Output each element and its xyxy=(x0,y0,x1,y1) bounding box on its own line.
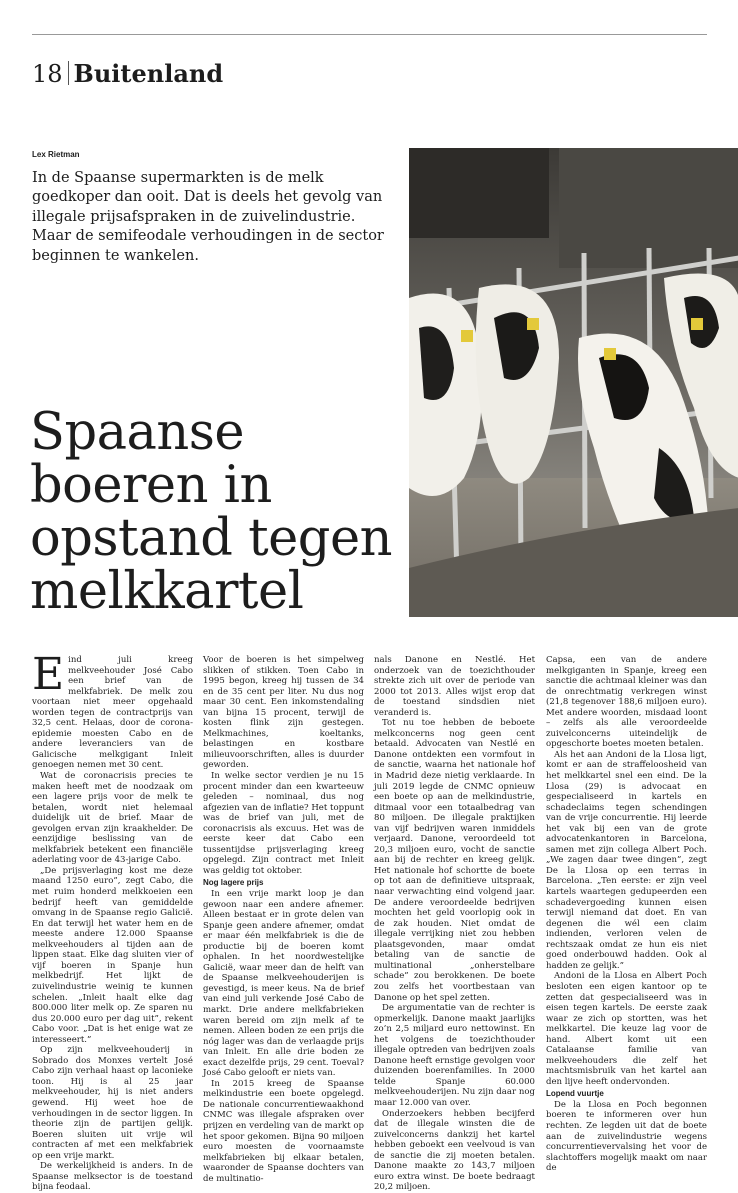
top-rule xyxy=(32,34,707,35)
paragraph: In 2015 kreeg de Spaanse melkindustrie een boete opgelegd. De nationale concurrentiewaakhond CNMC was illegale afspraken over prijzen en verdeling van de markt op het spoor gekomen. Bijna 90 miljoen euro moesten de voornaamste melkfabrieken bij elkaar betalen, waaronder de Spaanse dochters van de multinatio- xyxy=(203,1078,364,1184)
paragraph: Op zijn melkveehouderij in Sobrado dos Monxes vertelt José Cabo zijn verhaal haast op laconieke toon. Hij is al 25 jaar melkveehouder, hij is niet anders gewend. Hij weet hoe de verhoudingen in de sector liggen. In theorie zijn de partijen gelijk. Boeren sluiten uit vrije wil contracten af met een melkfabriek op een vrije markt. xyxy=(32,1045,193,1161)
paragraph: nals Danone en Nestlé. Het onderzoek van de toezichthouder strekte zich uit over de periode van 2000 tot 2013. Alles wijst erop dat de toestand sindsdien niet veranderd is. xyxy=(374,655,535,718)
paragraph: De argumentatie van de rechter is opmerkelijk. Danone maakt jaarlijks zo’n 2,5 miljard euro nettowinst. En het volgens de toezichthouder illegale optreden van bedrijven zoals Danone heeft ernstige gevolgen voor duizenden boerenfamilies. In 2000 telde Spanje 60.000 melkveehouderijen. Nu zijn daar nog maar 12.000 van over. xyxy=(374,1003,535,1108)
page-number: 18 xyxy=(32,60,63,88)
paragraph: De werkelijkheid is anders. In de Spaanse melksector is de toestand bijna feodaal. xyxy=(32,1161,193,1193)
paragraph: ind juli kreeg melkveehouder José Cabo een brief van de melkfabriek. De melk zou voortaan niet meer opgehaald worden tegen de contractprijs van 32,5 cent. Helaas, door de corona-epidemie moesten Cabo en de andere leveranciers van de Galicische melkgigant Inleit genoegen nemen met 30 cent. xyxy=(32,655,193,771)
paragraph: De la Llosa en Poch begonnen boeren te informeren over hun rechten. Ze legden uit dat de boete aan de zuivelindustrie wegens concurrentievervalsing het voor de slachtoffers mogelijk maakt om naar de xyxy=(546,1099,707,1174)
paragraph: Capsa, een van de andere melkgiganten in Spanje, kreeg een sanctie die achtmaal kleiner was dan de onrechtmatig verkregen winst (21,8 tegenover 188,6 miljoen euro). Met andere woorden, misdaad loont – zelfs als alle veroordeelde zuivelconcerns uiteindelijk de opgeschorte boetes moeten betalen. xyxy=(546,655,707,750)
article-column-1 xyxy=(32,649,193,1193)
paragraph: In welke sector verdien je nu 15 procent minder dan een kwarteeuw geleden – nominaal, dus nog afgezien van de inflatie? Het toppunt was de brief van juli, met de coronacrisis als excuus. Het was de eerste keer dat Cabo een tussentijdse prijsverlaging kreeg opgelegd. Zijn contract met Inleit was geldig tot oktober. xyxy=(203,771,364,876)
cows-photo xyxy=(409,148,738,617)
paragraph: Onderzoekers hebben becijferd dat de illegale winsten die de zuivelconcerns dankzij het kartel hebben geboekt een veelvoud is van de sanctie die zij moeten betalen. Danone maakte zo 143,7 miljoen euro extra winst. De boete bedraagt 20,2 miljoen. xyxy=(374,1108,535,1193)
headline-line: Spaanse xyxy=(30,403,245,462)
page-header xyxy=(32,58,223,90)
article-column-3 xyxy=(374,655,535,1193)
headline-line: opstand tegen xyxy=(30,509,392,568)
headline xyxy=(30,403,410,621)
headline-line: melkkartel xyxy=(30,562,304,621)
paragraph: In een vrije markt loop je dan gewoon naar een andere afnemer. Alleen bestaat er in grote delen van Spanje geen andere afnemer, omdat er maar één melkfabriek is die de productie bij de boeren komt ophalen. In het noordwestelijke Galicië, waar meer dan de helft van de Spaanse melkveehouderijen is gevestigd, is meer keus. Na de brief van eind juli verkende José Cabo de markt. Drie andere melkfabrieken waren bereid om zijn melk af te nemen. Alleen boden ze een prijs die nóg lager was dan de verlaagde prijs van Inleit. En alle drie boden ze exact dezelfde prijs, 29 cent. Toeval? José Cabo gelooft er niets van. xyxy=(203,888,364,1079)
paragraph: Andoni de la Llosa en Albert Poch besloten een eigen kantoor op te zetten dat gespecialiseerd was in eisen tegen kartels. De eerste zaak waar ze zich op stortten, was het melkkartel. Die keuze lag voor de hand. Albert komt uit een Catalaanse familie van melkveehouders die zelf het machtsmisbruik van het kartel aan den lijve heeft ondervonden. xyxy=(546,971,707,1087)
byline: Lex Rietman xyxy=(32,150,80,159)
headline-line: boeren in xyxy=(30,456,272,515)
paragraph: Tot nu toe hebben de beboete melkconcerns nog geen cent betaald. Advocaten van Nestlé en Danone ontdekten een vormfout in de sanctie, waarna het nationale hof in Madrid deze nietig verklaarde. In juli 2019 legde de CNMC opnieuw een boete op aan de melkindustrie, ditmaal voor een totaalbedrag van 80 miljoen. De illegale praktijken van vijf bedrijven waren inmiddels verjaard. Danone, veroordeeld tot 20,3 miljoen euro, vocht de sanctie aan bij de rechter en kreeg gelijk. Het nationale hof schortte de boete op tot aan de definitieve uitspraak, naar verwachting eind volgend jaar. De andere veroordeelde bedrijven mochten het geld voorlopig ook in de zak houden. Niet omdat de illegale verrijking niet zou hebben plaatsgevonden, maar omdat betaling van de sanctie de multinational „onherstelbare schade” zou berokkenen. De boete zou zelfs het voortbestaan van Danone op het spel zetten. xyxy=(374,718,535,1003)
article-column-2 xyxy=(203,655,364,1184)
paragraph: Als het aan Andoni de la Llosa ligt, komt er aan de straffeloosheid van het melkkartel snel een eind. De la Llosa (29) is advocaat en gespecialiseerd in kartels en schadeclaims tegen schendingen van de vrije concurrentie. Hij leerde het vak bij een van de grote advocatenkantoren in Barcelona, samen met zijn collega Albert Poch. „We zagen daar twee dingen”, zegt De la Llosa op een terras in Barcelona. „Ten eerste: er zijn veel kartels waartegen gedupeerden een schadevergoeding kunnen eisen terwijl niemand dat doet. En van degenen die wél een claim indienden, verloren velen de rechtszaak omdat ze hun eis niet goed onderbouwd hadden. Ook al hadden ze gelijk.” xyxy=(546,749,707,971)
paragraph: Wat de coronacrisis precies te maken heeft met de noodzaak om een lagere prijs voor de melk te betalen, wordt niet helemaal duidelijk uit de brief. Maar de gevolgen ervan zijn kraakhelder. De eenzijdige beslissing van de melkfabriek betekent een financiële aderlating voor de 43-jarige Cabo. xyxy=(32,771,193,866)
article-column-4 xyxy=(546,655,707,1174)
paragraph: Voor de boeren is het simpelweg slikken of stikken. Toen Cabo in 1995 begon, kreeg hij tussen de 34 en de 35 cent per liter. Nu dus nog maar 30 cent. Een inkomstendaling van bijna 15 procent, terwijl de kosten flink zijn gestegen. Melkmachines, koeltanks, belastingen en kostbare milieuvoorschriften, alles is duurder geworden. xyxy=(203,655,364,771)
drop-cap: E xyxy=(32,649,65,700)
subheading: Nog lagere prijs xyxy=(203,878,264,888)
lede: In de Spaanse supermarkten is de melk goedkoper dan ooit. Dat is deels het gevolg van illegale prijsafspraken in de zuivelindustrie. Maar de semifeodale verhoudingen in de sector beginnen te wankelen. xyxy=(32,170,384,264)
subheading: Lopend vuurtje xyxy=(546,1089,604,1099)
section-title: Buitenland xyxy=(73,59,224,88)
paragraph: „De prijsverlaging kost me deze maand 1250 euro”, zegt Cabo, die met ruim honderd melkkoeien een bedrijf heeft van gemiddelde omvang in de Spaanse regio Galicië. En dat terwijl het water hem en de meeste andere 12.000 Spaanse melkveehouders al tijden aan de lippen staat. Elke dag sluiten vier of vijf boeren in Spanje hun melkbedrijf. Het lijkt de zuivelindustrie weinig te kunnen schelen. „Inleit haalt elke dag 800.000 liter melk op. Ze sparen nu dus 20.000 euro per dag uit”, rekent Cabo voor. „Dat is het enige wat ze interesseert.” xyxy=(32,865,193,1045)
header-divider xyxy=(68,61,69,85)
